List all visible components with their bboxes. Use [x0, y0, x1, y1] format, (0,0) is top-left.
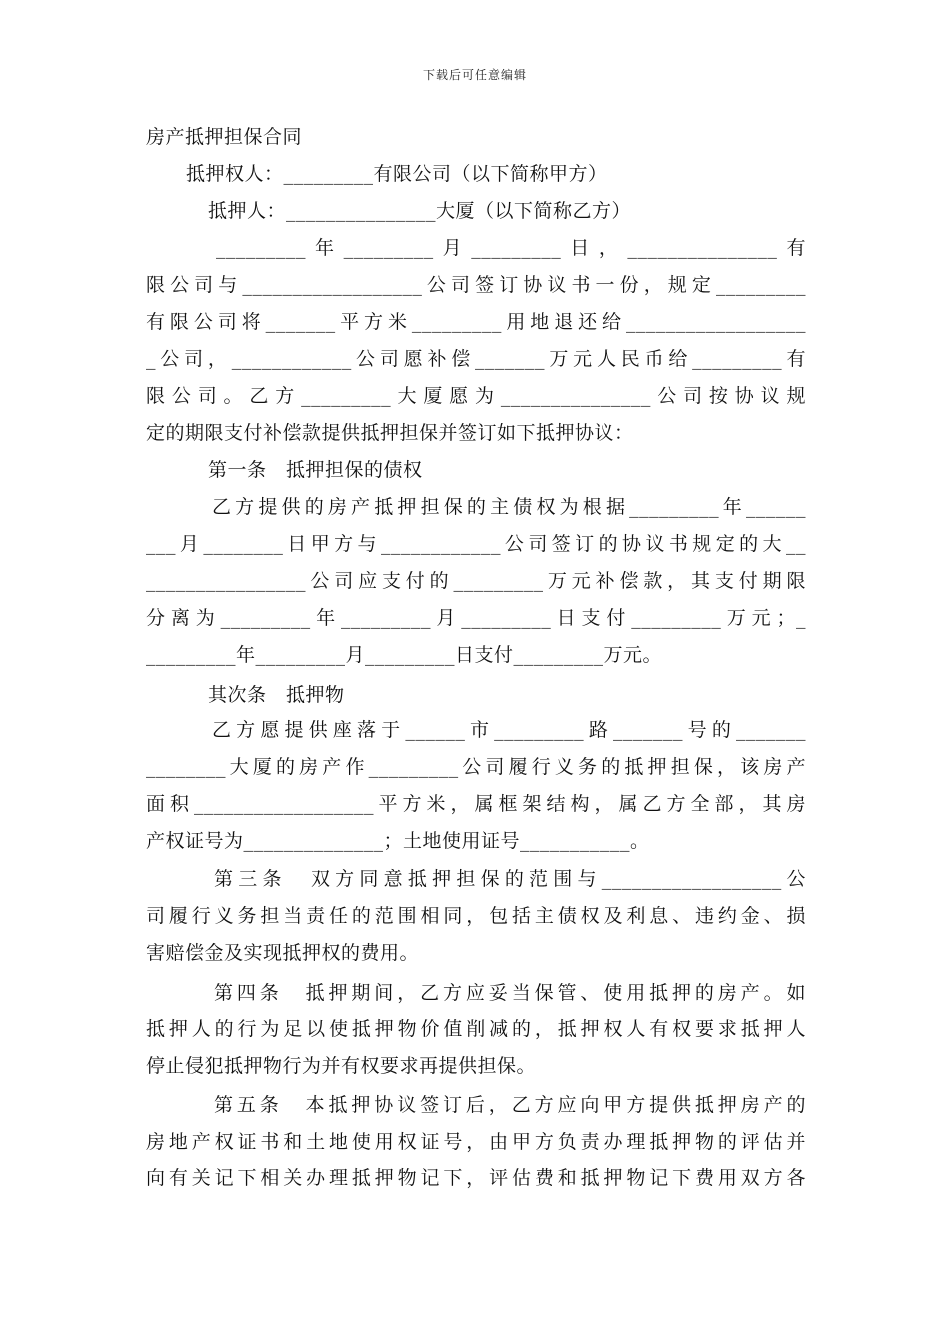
paragraph-line: 抵押人：_______________大厦（以下简称乙方） [208, 200, 632, 222]
paragraph-line: _________年_________月_________日，_______________有 [216, 237, 806, 259]
paragraph-line: 害赔偿金及实现抵押权的费用。 [146, 942, 420, 964]
paragraph-line: 抵押人的行为足以使抵押物价值削减的，抵押权人有权要求抵押人 [146, 1018, 806, 1040]
paragraph-line: 第三条 双方同意抵押担保的范围与__________________公 [214, 868, 806, 890]
paragraph-line: ___月________日甲方与____________公司签订的协议书规定的大__ [146, 533, 806, 555]
paragraph-line: 抵押权人：_________有限公司（以下简称甲方） [186, 163, 608, 185]
paragraph-line: 房地产权证书和土地使用权证号，由甲方负责办理抵押物的评估并 [146, 1131, 806, 1153]
paragraph-line: 限公司与__________________公司签订协议书一份，规定_________ [146, 274, 806, 296]
paragraph-line: _公司，____________公司愿补偿_______万元人民币给_________有 [146, 348, 806, 370]
document-title: 房产抵押担保合同 [146, 126, 303, 148]
page-header: 下载后可任意编辑 [422, 68, 527, 82]
article-heading: 其次条 抵押物 [208, 684, 345, 706]
paragraph-line: 产权证号为______________；土地使用证号___________。 [146, 830, 650, 852]
paragraph-line: ________大厦的房产作_________公司履行义务的抵押担保，该房产 [146, 756, 806, 778]
paragraph-line: 乙方提供的房产抵押担保的主债权为根据_________年______ [212, 496, 806, 518]
paragraph-line: 面积__________________平方米，属框架结构，属乙方全部，其房 [146, 793, 806, 815]
paragraph-line: 第五条 本抵押协议签订后，乙方应向甲方提供抵押房产的 [214, 1094, 806, 1116]
paragraph-line: 向有关记下相关办理抵押物记下，评估费和抵押物记下费用双方各 [146, 1167, 806, 1189]
paragraph-line: ________________公司应支付的_________万元补偿款，其支付期限 [146, 570, 806, 592]
paragraph-line: 限公司。乙方_________大厦愿为_______________公司按协议规 [146, 385, 806, 407]
paragraph-line: 第四条 抵押期间，乙方应妥当保管、使用抵押的房产。如 [214, 982, 806, 1004]
paragraph-line: 定的期限支付补偿款提供抵押担保并签订如下抵押协议： [146, 422, 634, 444]
paragraph-line: 分离为_________年_________月_________日支付_________万元；_ [146, 607, 806, 629]
paragraph-line: _________年_________月_________日支付_________万元。 [146, 644, 663, 666]
paragraph-line: 停止侵犯抵押物行为并有权要求再提供担保。 [146, 1055, 537, 1077]
paragraph-line: 乙方愿提供座落于______市_________路_______号的_______ [212, 719, 806, 741]
paragraph-line: 司履行义务担当责任的范围相同，包括主债权及利息、违约金、损 [146, 905, 806, 927]
paragraph-line: 有限公司将_______平方米_________用地退还给__________________ [146, 311, 806, 333]
article-heading: 第一条 抵押担保的债权 [208, 459, 423, 481]
